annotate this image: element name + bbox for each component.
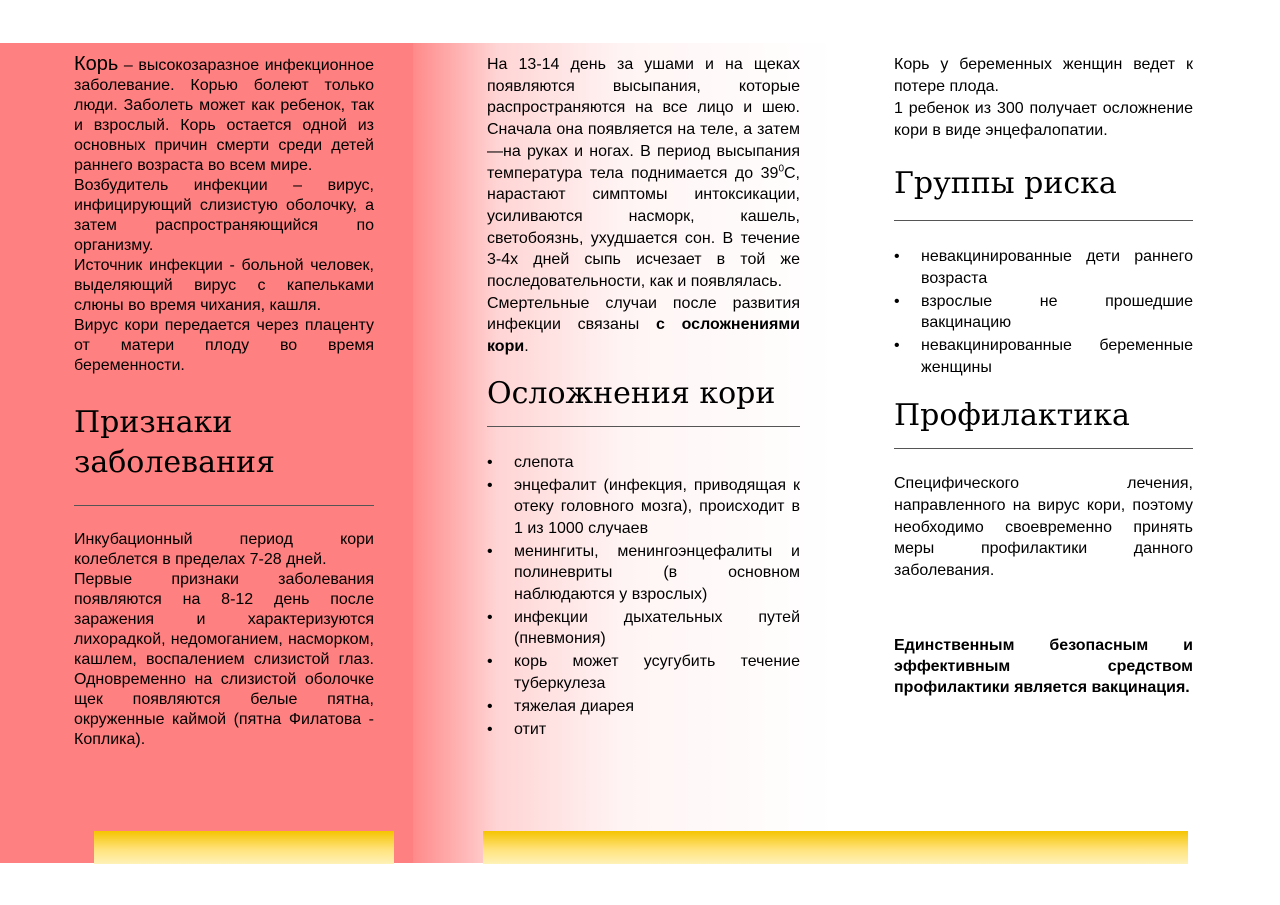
transmission-paragraph: Вирус кори передается через плаценту от матери плоду во время беременности. xyxy=(74,317,374,374)
accent-bar-right xyxy=(483,831,1188,864)
column-middle xyxy=(487,54,800,742)
column-left xyxy=(74,54,374,750)
complication-item: • инфекции дыхательных путей (пневмония) xyxy=(487,607,800,650)
pathogen-paragraph: Возбудитель инфекции – вирус, инфицирующий слизистую оболочку, а затем распространяющийся по организму. xyxy=(74,177,374,254)
complication-item: • слепота xyxy=(487,452,800,474)
rash-paragraph: На 13-14 день за ушами и на щеках появляются высыпания, которые распространяются на все лицо и шею. Сначала она появляется на теле, а затем—на руках и ногах. В период высыпания температура тела поднимается до $39^0С$, нарастают симптомы интоксикации, усиливаются насморк, кашель, светобоязнь, ухудшается сон. В течение 3-4х дней сыпь исчезает в той же последовательности, как и появлялась. xyxy=(487,56,800,291)
prevention-heading: Профилактика xyxy=(894,398,1130,433)
symptoms-heading-line1: Признаки xyxy=(74,405,233,440)
degree-superscript: 0 xyxy=(778,163,784,175)
complication-item: • тяжелая диарея xyxy=(487,696,800,718)
source-paragraph: Источник инфекции - больной человек, выделяющий вирус с капельками слюны во время чихания, кашля. xyxy=(74,257,374,314)
heading-divider xyxy=(894,220,1193,221)
complication-item: • энцефалит (инфекция, приводящая к отеку головного мозга), происходит в 1 из 1000 случаев xyxy=(487,475,800,540)
intro-term: Корь xyxy=(74,53,119,75)
risk-group-item: • невакцинированные беременные женщины xyxy=(894,335,1193,378)
complication-item: • корь может усугубить течение туберкулеза xyxy=(487,651,800,694)
risk-groups-list xyxy=(894,246,1193,378)
incubation-paragraph: Инкубационный период кори колеблется в пределах 7-28 дней. xyxy=(74,531,374,568)
complications-heading: Осложнения кори xyxy=(487,375,776,411)
first-signs-paragraph: Первые признаки заболевания появляются на 8-12 день после заражения и характеризуются лихорадкой, недомоганием, насморком, кашлем, воспалением слизистой глаз. Одновременно на слизистой оболочке щек появляются белые пятна, окруженные каймой (пятна Филатова - Коплика). xyxy=(74,571,374,748)
complication-item: • отит xyxy=(487,719,800,741)
risk-group-item: • взрослые не прошедшие вакцинацию xyxy=(894,291,1193,334)
intro-text: – высокозаразное инфекционное заболевание. Корью болеют только люди. Заболеть может как ребенок, так и взрослый. Корь остается одной из основных причин смерти среди детей раннего возраста во всем мире. xyxy=(74,57,374,174)
risk-group-item: • невакцинированные дети раннего возраста xyxy=(894,246,1193,289)
encephalopathy-paragraph: 1 ребенок из 300 получает осложнение кори в виде энцефалопатии. xyxy=(894,100,1193,139)
accent-bar-left xyxy=(94,831,394,864)
symptoms-heading xyxy=(74,403,374,483)
fatal-cases-paragraph: Смертельные случаи после развития инфекции связаны с осложнениями кори. xyxy=(487,294,800,356)
complication-item: • менингиты, менингоэнцефалиты и полиневриты (в основном наблюдаются у взрослых) xyxy=(487,541,800,606)
heading-divider xyxy=(74,505,374,506)
risk-groups-heading: Группы риска xyxy=(894,166,1117,201)
heading-divider xyxy=(487,426,800,427)
heading-divider xyxy=(894,448,1193,449)
prevention-paragraph: Специфического лечения, направленного на вирус кори, поэтому необходимо своевременно принять меры профилактики данного заболевания. xyxy=(894,475,1193,580)
complications-list xyxy=(487,452,800,741)
symptoms-heading-line2: заболевания xyxy=(74,445,275,480)
vaccination-conclusion: Единственным безопасным и эффективным средством профилактики является вакцинация. xyxy=(894,636,1193,697)
pregnancy-paragraph: Корь у беременных женщин ведет к потере плода. xyxy=(894,56,1193,95)
intro-paragraph xyxy=(74,54,374,176)
column-right xyxy=(894,54,1193,699)
